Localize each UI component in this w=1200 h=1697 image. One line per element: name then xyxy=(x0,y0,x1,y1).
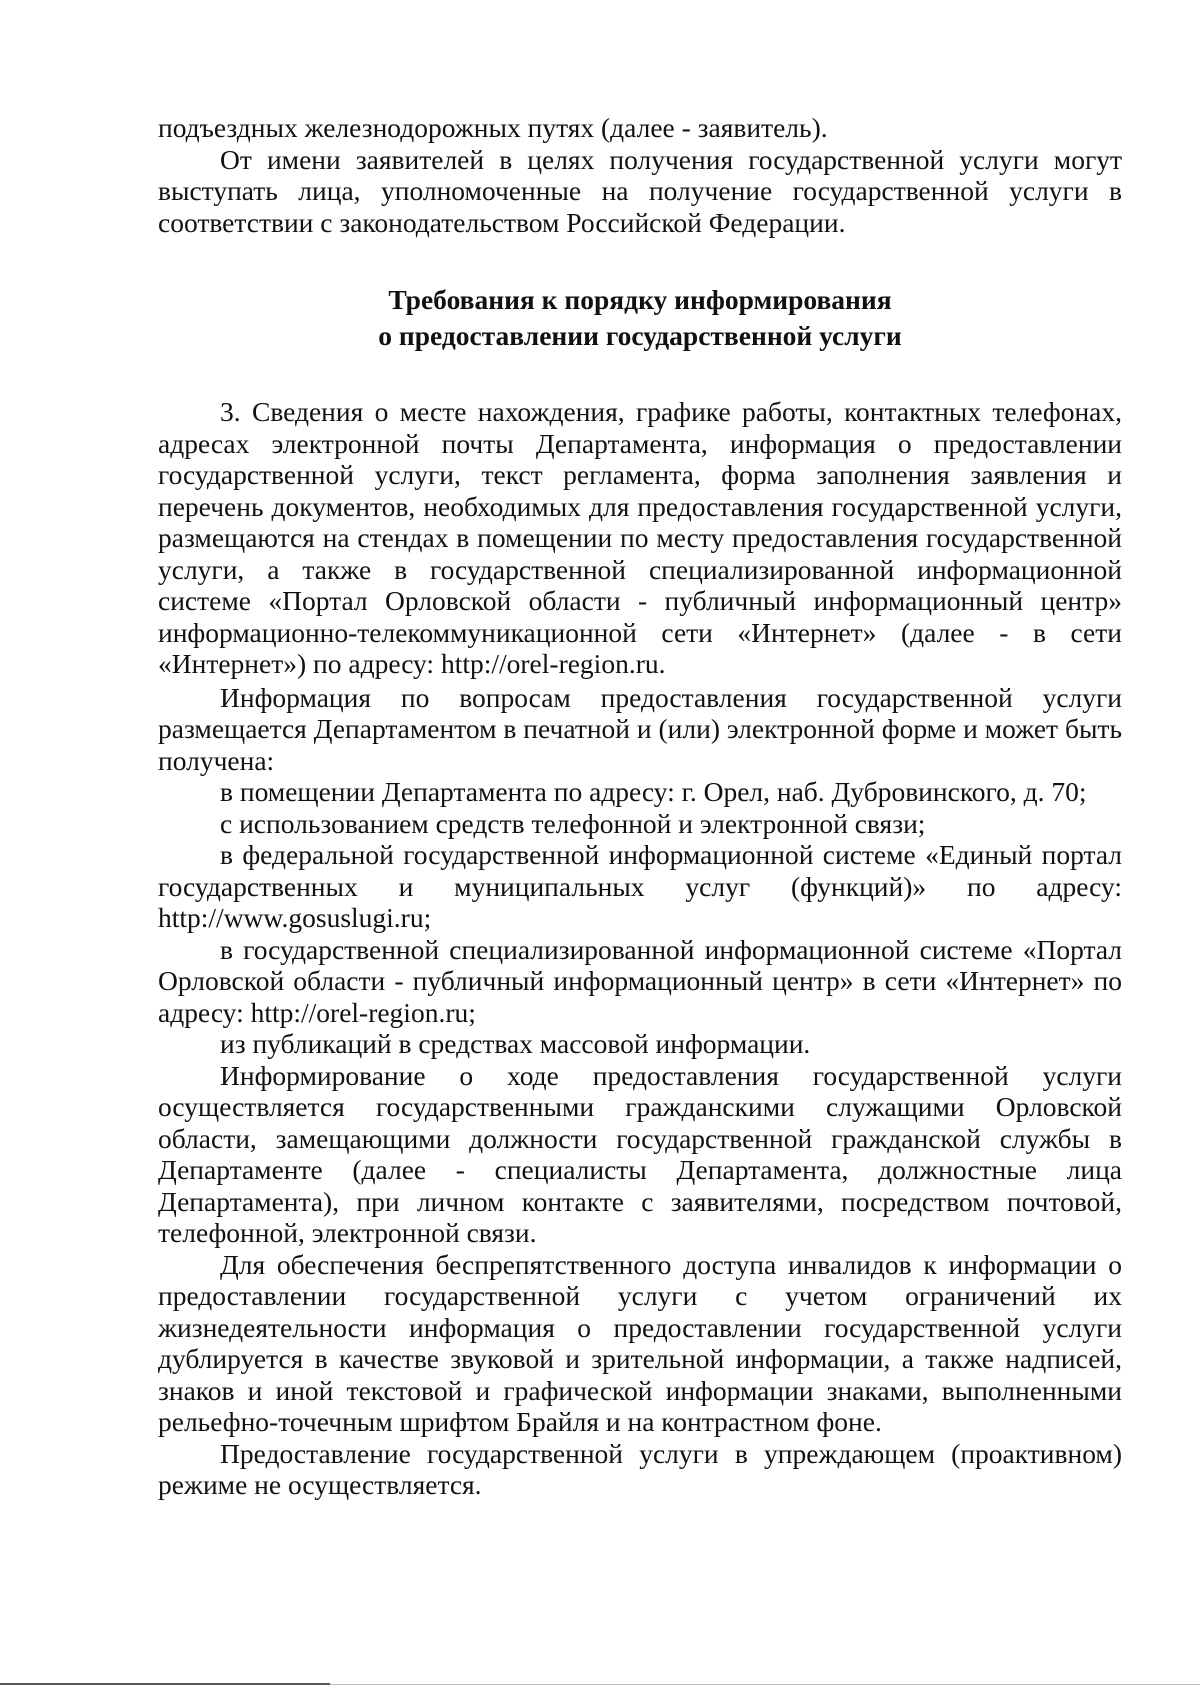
section-heading-line-1: Требования к порядку информирования xyxy=(388,284,892,315)
document-body xyxy=(158,112,1122,1501)
paragraph-3: 3. Сведения о месте нахождения, графике работы, контактных телефонах, адресах электронной почты Департамента, информация о предоставлении государственной услуги, текст регламента, форма заполнения заявления и перечень документов, необходимых для предоставления государственной услуги, размещаются на стендах в помещении по месту предоставления государственной услуги, а также в государственной специализированной информационной системе «Портал Орловской области - публичный информационный центр» информационно-телекоммуникационной сети «Интернет» (далее - в сети «Интернет») по адресу: http://orel-region.ru. xyxy=(158,396,1122,679)
intro-paragraph-1: подъездных железнодорожных путях (далее - заявитель). xyxy=(158,112,828,143)
paragraph-accessibility: Для обеспечения беспрепятственного доступа инвалидов к информации о предоставлении государственной услуги с учетом ограничений их жизнедеятельности информация о предоставлении государственной услуги дублируется в качестве звуковой и зрительной информации, а также надписей, знаков и иной текстовой и графической информации знаками, выполненными рельефно-точечным шрифтом Брайля и на контрастном фоне. xyxy=(158,1248,1122,1437)
bottom-edge-line-faint xyxy=(330,1684,1200,1685)
intro-paragraph-2: От имени заявителей в целях получения государственной услуги могут выступать лица, уполномоченные на получение государственной услуги в соответствии с законодательством Российской Федерации. xyxy=(158,143,1122,238)
paragraph-proactive-mode: Предоставление государственной услуги в упреждающем (проактивном) режиме не осуществляется. xyxy=(158,1437,1122,1500)
paragraph-informing-progress: Информирование о ходе предоставления государственной услуги осуществляется государственными гражданскими служащими Орловской области, замещающими должности государственной гражданской службы в Департаменте (далее - специалисты Департамента, должностные лица Департамента), при личном контакте с заявителями, посредством почтовой, телефонной, электронной связи. xyxy=(158,1059,1122,1248)
list-item-department-address: в помещении Департамента по адресу: г. Орел, наб. Дубровинского, д. 70; xyxy=(220,776,1087,807)
list-item-gosuslugi-portal: в федеральной государственной информационной системе «Единый портал государственных и муниципальных услуг (функций)» по адресу: http://www.gosuslugi.ru; xyxy=(158,839,1122,933)
list-item-phone-email: с использованием средств телефонной и электронной связи; xyxy=(220,807,926,839)
paragraph-info-placement: Информация по вопросам предоставления государственной услуги размещается Департаментом в печатной и (или) электронной форме и может быть получена: xyxy=(158,681,1122,776)
bottom-edge-line xyxy=(0,1683,330,1685)
section-heading-line-2: о предоставлении государственной услуги xyxy=(378,320,902,351)
list-item-orel-region-portal: в государственной специализированной информационной системе «Портал Орловской области - публичный информационный центр» в сети «Интернет» по адресу: http://orel-region.ru; xyxy=(158,933,1122,1028)
list-item-mass-media: из публикаций в средствах массовой информации. xyxy=(220,1028,811,1059)
section-heading xyxy=(158,282,1122,354)
